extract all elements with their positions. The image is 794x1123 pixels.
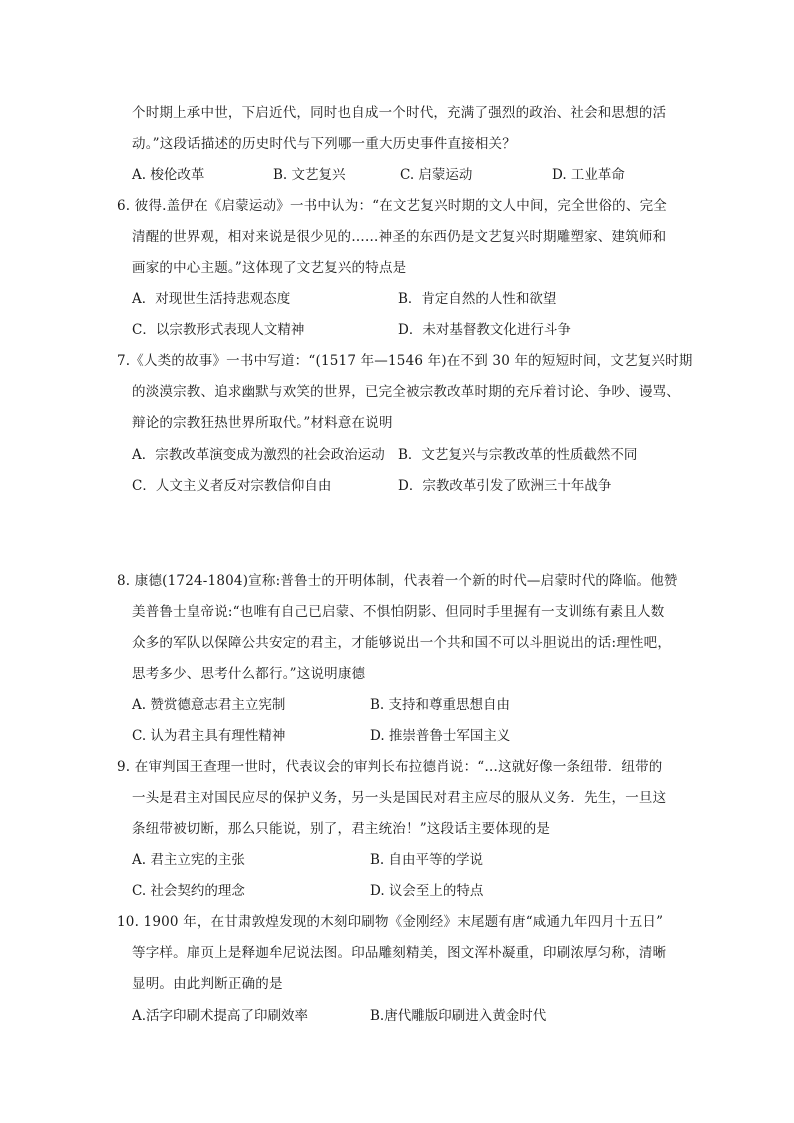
q7-stem-line-1: 7.《人类的故事》一书中写道：“(1517 年—1546 年)在不到 30 年的短短时间，文艺复兴时期 [117, 353, 693, 369]
q8-option-a: A. 赞赏德意志君主立宪制 [132, 697, 286, 713]
q7-option-c: C．人文主义者反对宗教信仰自由 [132, 478, 332, 494]
q9-option-c: C. 社会契约的理念 [132, 883, 245, 899]
q8-option-b: B. 支持和尊重思想自由 [370, 697, 511, 713]
q8-stem-line-2: 美普鲁士皇帝说:“也唯有自己已启蒙、不惧怕阴影、但同时手里握有一支训练有素且人数 [132, 604, 665, 620]
q9-option-b: B. 自由平等的学说 [370, 852, 484, 868]
q10-option-b: B.唐代雕版印刷进入黄金时代 [370, 1008, 547, 1024]
q6-stem-line-1: 6. 彼得.盖伊在《启蒙运动》一书中认为：“在文艺复兴时期的文人中间，完全世俗的、完全 [117, 198, 667, 214]
q9-option-d: D. 议会至上的特点 [370, 883, 484, 899]
q5-option-d: D. 工业革命 [552, 167, 625, 183]
q6-option-a: A．对现世生活持悲观态度 [132, 291, 291, 307]
q10-stem-line-3: 显明。由此判断正确的是 [132, 976, 283, 992]
q9-stem-line-1: 9. 在审判国王查理一世时，代表议会的审判长布拉德肖说：“…这就好像一条纽带．纽带的 [117, 759, 663, 775]
q8-option-d: D. 推崇普鲁士军国主义 [370, 728, 511, 744]
q6-option-b: B．肯定自然的人性和欲望 [398, 291, 557, 307]
q8-stem-line-3: 众多的军队以保障公共安定的君主，才能够说出一个共和国不可以斗胆说出的话:理性吧， [132, 635, 672, 651]
q7-option-a: A．宗教改革演变成为激烈的社会政治运动 [132, 447, 385, 463]
q8-option-c: C. 认为君主具有理性精神 [132, 728, 286, 744]
q6-stem-line-3: 画家的中心主题。”这体现了文艺复兴的特点是 [132, 260, 407, 276]
q9-stem-line-3: 条纽带被切断，那么只能说，别了，君主统治！”这段话主要体现的是 [132, 821, 551, 837]
q7-stem-line-3: 辩论的宗教狂热世界所取代。”材料意在说明 [132, 415, 393, 431]
q10-stem-line-2: 等字样。扉页上是释迦牟尼说法图。印品雕刻精美，图文浑朴凝重，印刷浓厚匀称，清晰 [132, 945, 667, 961]
q10-stem-line-1: 10. 1900 年，在甘肃敦煌发现的木刻印刷物《金刚经》末尾题有唐“咸通九年四月十五日” [117, 914, 664, 930]
q7-stem-line-2: 的淡漠宗教、追求幽默与欢笑的世界，已完全被宗教改革时期的充斥着讨论、争吵、谩骂、 [132, 384, 680, 400]
q6-option-d: D．未对基督教文化进行斗争 [398, 322, 571, 338]
q6-stem-line-2: 清醒的世界观，相对来说是很少见的……神圣的东西仍是文艺复兴时期雕塑家、建筑师和 [132, 229, 667, 245]
q7-option-b: B．文艺复兴与宗教改革的性质截然不同 [398, 447, 638, 463]
q5-stem-line-1: 个时期上承中世，下启近代，同时也自成一个时代，充满了强烈的政治、社会和思想的活 [132, 105, 667, 121]
q8-stem-line-1: 8. 康德(1724-1804)宣称:普鲁士的开明体制，代表着一个新的时代—启蒙时代的降临。他赞 [117, 573, 678, 589]
q9-stem-line-2: 一头是君主对国民应尽的保护义务，另一头是国民对君主应尽的服从义务．先生，一旦这 [132, 790, 667, 806]
q6-option-c: C．以宗教形式表现人文精神 [132, 322, 305, 338]
q5-stem-line-2: 动。”这段话描述的历史时代与下列哪一重大历史事件直接相关？ [132, 136, 516, 152]
q5-option-c: C. 启蒙运动 [400, 167, 473, 183]
q8-stem-line-4: 思考多少、思考什么都行。”这说明康德 [132, 666, 366, 682]
q10-option-a: A.活字印刷术提高了印刷效率 [132, 1008, 309, 1024]
q5-option-b: B. 文艺复兴 [273, 167, 346, 183]
q5-option-a: A. 梭伦改革 [132, 167, 205, 183]
q7-option-d: D．宗教改革引发了欧洲三十年战争 [398, 478, 612, 494]
q9-option-a: A. 君主立宪的主张 [132, 852, 245, 868]
